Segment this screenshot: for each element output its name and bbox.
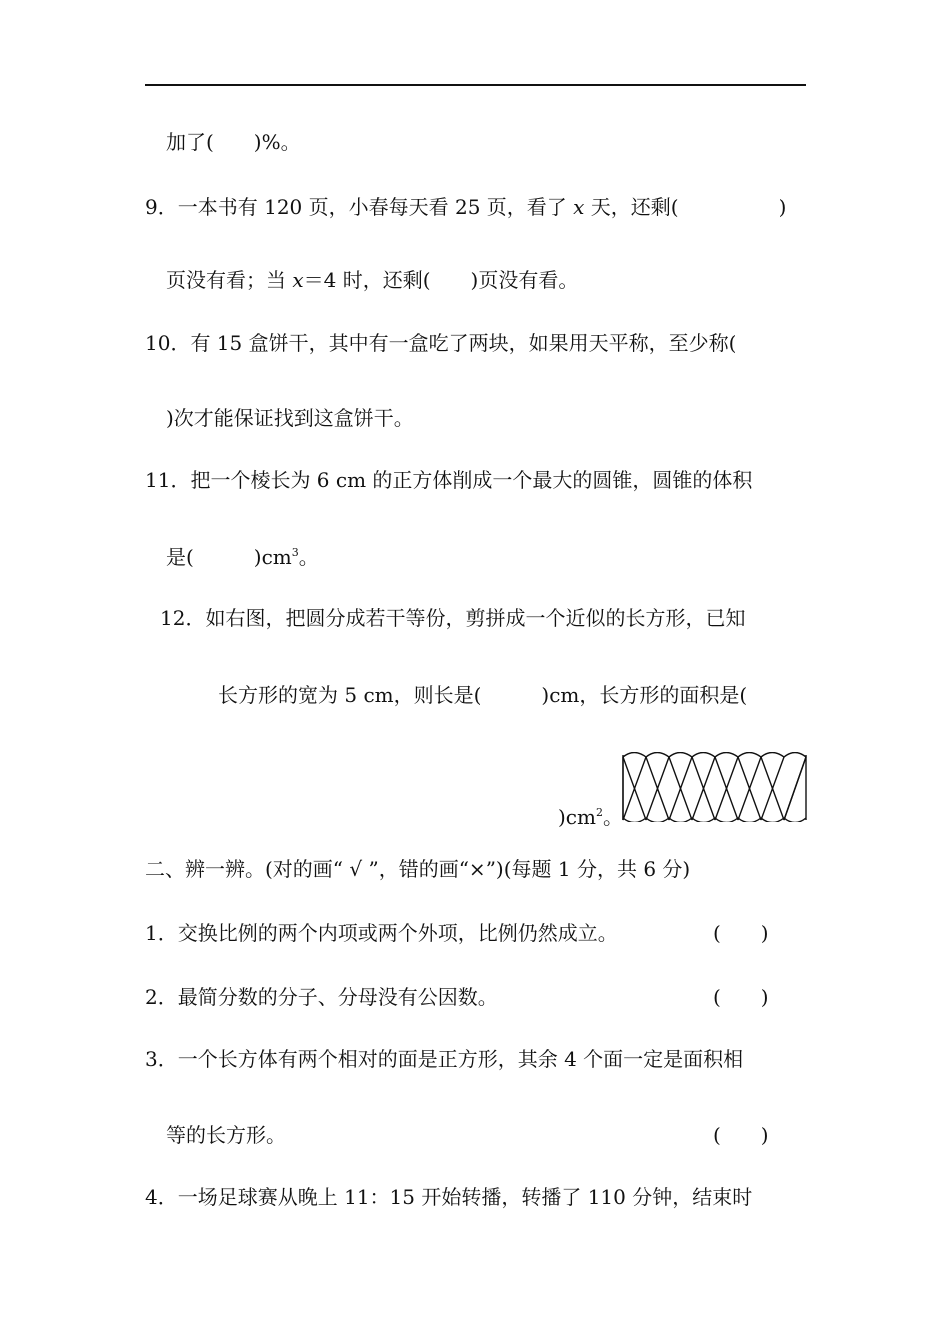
q9-text-d: ＝4 时，还剩( )页没有看。 [303,268,579,292]
q12-line2 [218,683,747,707]
judge-4-line1 [145,1185,752,1209]
judge-2-text: 最简分数的分子、分母没有公因数。 [177,985,498,1009]
judge-1-number: 1． [145,921,178,945]
judge-1-answer-box[interactable] [713,921,769,945]
header-rule [145,84,806,86]
sector-up [669,753,715,821]
q11-line2 [166,545,319,569]
q12-text-b: 长方形的宽为 5 cm，则长是( )cm，长方形的面积是( [218,683,748,707]
q12-superscript: 2 [595,806,603,819]
judge-3-paren: ( ) [713,1123,769,1147]
judge-3-number: 3． [145,1047,178,1071]
q12-line3 [558,805,623,829]
sector-up [646,753,692,821]
q11-text-c: 。 [298,545,319,569]
section2-title-text: 二、辨一辨。(对的画“ √ ”，错的画“×”)(每题 1 分，共 6 分) [145,857,691,881]
q10-text-b: )次才能保证找到这盒饼干。 [166,406,414,430]
q9-variable-2: x [292,268,304,292]
q9-text-a: 一本书有 120 页，小春每天看 25 页，看了 [177,195,574,219]
q9-line1 [145,195,786,219]
q11-text-a: 把一个棱长为 6 cm 的正方体削成一个最大的圆锥，圆锥的体积 [190,468,753,492]
q11-line1 [145,468,752,492]
q8-text: 加了( )%。 [166,130,301,154]
q9-number: 9． [145,195,178,219]
q12-text-a: 如右图，把圆分成若干等份，剪拼成一个近似的长方形，已知 [205,606,746,630]
sector-up [692,753,738,821]
judge-3-line2 [166,1123,286,1147]
sector-up [715,753,761,821]
q9-text-b: 天，还剩( ) [584,195,787,219]
q12-text-d: 。 [602,805,623,829]
judge-4-number: 4． [145,1185,178,1209]
judge-2 [145,985,498,1009]
judge-2-number: 2． [145,985,178,1009]
q8-continuation [166,130,301,154]
judge-3-text-2: 等的长方形。 [166,1123,286,1147]
q10-text-a: 有 15 盒饼干，其中有一盒吃了两块，如果用天平称，至少称( [190,331,737,355]
judge-2-answer-box[interactable] [713,985,769,1009]
sector-rectangle-figure [622,752,808,822]
q10-number: 10． [145,331,191,355]
q11-text-b: 是( )cm [166,545,292,569]
judge-3-line1 [145,1047,743,1071]
judge-2-paren: ( ) [713,985,769,1009]
judge-3-text: 一个长方体有两个相对的面是正方形，其余 4 个面一定是面积相 [177,1047,744,1071]
judge-3-answer-box[interactable] [713,1123,769,1147]
q9-line2 [166,268,578,292]
judge-1-paren: ( ) [713,921,769,945]
judge-4-text: 一场足球赛从晚上 11：15 开始转播，转播了 110 分钟，结束时 [177,1185,753,1209]
sector-up [761,753,806,821]
q9-text-c: 页没有看；当 [166,268,293,292]
q9-variable: x [573,195,585,219]
q11-superscript: 3 [291,546,299,559]
q12-number: 12． [160,606,206,630]
q10-line1 [145,331,736,355]
sector-edge [784,757,806,820]
sector-up [738,753,784,821]
judge-1 [145,921,618,945]
sector-up [623,753,669,821]
q11-number: 11． [145,468,191,492]
q12-text-c: )cm [558,805,596,829]
q12-line1 [160,606,745,630]
judge-1-text: 交换比例的两个内项或两个外项，比例仍然成立。 [177,921,618,945]
q10-line2 [166,406,414,430]
section2-title [145,857,690,881]
